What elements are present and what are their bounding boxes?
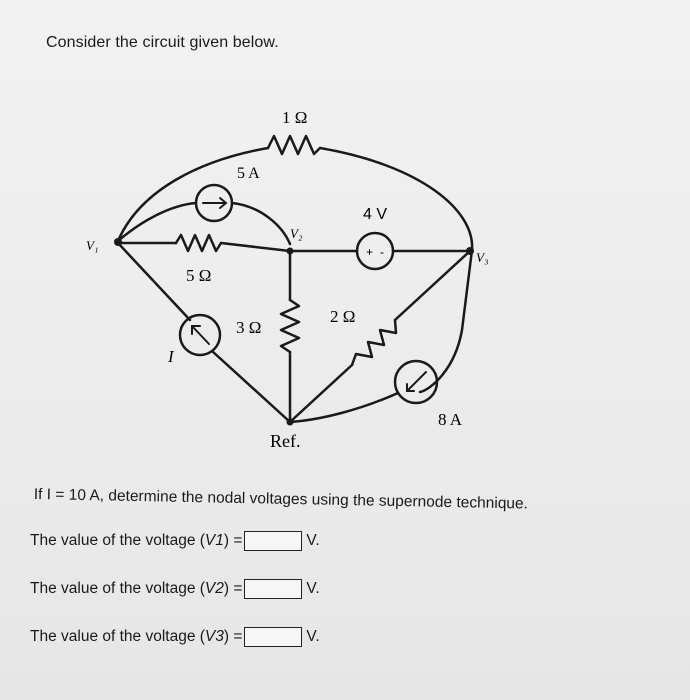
wire-isource-to-ref [212,351,290,422]
answer-unit: V. [306,580,320,597]
arrow-up-left-icon [192,326,209,344]
voltage-source-4v [357,233,393,269]
wire-v3-diagonal [395,251,470,320]
arrow-right-icon [203,198,226,208]
label-ref: Ref. [270,431,301,451]
answer-v1 [30,531,320,551]
resistor-1-ohm [268,136,320,154]
answer-suffix: ) = [223,580,243,597]
label-minus: - [380,245,384,259]
answer-v3 [30,627,320,647]
label-v2: V₂ [290,226,303,241]
label-4v: 4 V [363,206,388,223]
wire-5ohm-to-v2 [221,243,290,251]
label-5-ohm: 5 Ω [186,266,212,285]
answer-var: V1 [204,532,224,549]
node-v2 [287,248,294,255]
answer-unit: V. [306,532,320,549]
answer-v2 [30,579,320,599]
answer-suffix: ) = [223,532,243,549]
question-text: If I = 10 A, determine the nodal voltages using the supernode technique. [33,486,529,513]
answer-input-v3[interactable] [244,627,302,647]
answer-var: V2 [204,580,224,597]
resistor-2-ohm [352,320,396,365]
answer-prefix: The value of the voltage ( [30,580,205,597]
answer-input-v2[interactable] [244,579,302,599]
wire-top-left [118,148,268,241]
label-1-ohm: 1 Ω [282,108,308,127]
answer-var: V3 [204,628,224,645]
answer-prefix: The value of the voltage ( [30,532,205,549]
answer-prefix: The value of the voltage ( [30,628,205,645]
wire-v1-to-isource [118,243,190,320]
label-v3: V₃ [476,250,489,265]
arrow-down-left-icon [407,372,426,391]
node-ref [287,419,294,426]
label-8a: 8 A [438,410,463,429]
resistor-5-ohm [176,235,221,251]
answer-suffix: ) = [223,628,243,645]
answer-input-v1[interactable] [244,531,302,551]
label-5a: 5 A [237,165,260,182]
resistor-3-ohm [281,300,299,352]
answer-unit: V. [306,628,320,645]
node-v3 [466,247,474,255]
label-plus: + [366,245,374,259]
problem-prompt: Consider the circuit given below. [46,34,279,51]
label-v1: V₁ [86,238,99,253]
label-i: I [168,347,174,366]
label-3-ohm: 3 Ω [236,318,262,337]
wire-5a-right [232,203,290,244]
label-2-ohm: 2 Ω [330,307,356,326]
node-v1 [114,238,122,246]
